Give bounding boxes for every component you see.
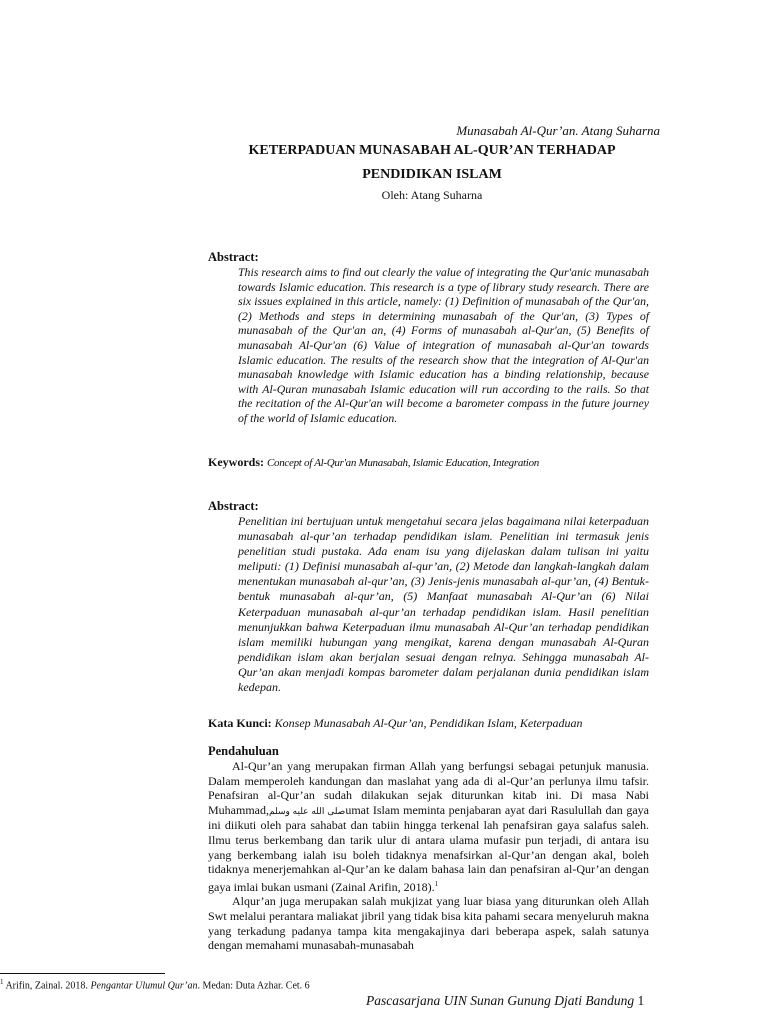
footnote-prefix: Arifin, Zainal. 2018. (3, 980, 91, 992)
abstract-en-heading: Abstract: (208, 250, 259, 264)
abstract-id-text: Penelitian ini bertujuan untuk mengetahui secara jelas bagaimana nilai keterpaduan munasabah al-qur’an terhadap pendidikan islam. Penelitian ini termasuk jenis penelitian studi pustaka. Ada enam isu yang dijelaskan dalam tulisan ini yaitu meliputi: (1) Definisi munasabah al-qur’an, (2) Metode dan langkah-langkah dalam menentukan munasabah al-qur’an, (3) Jenis-jenis munasabah al-qur’an, (4) Bentuk-bentuk munasabah al-qur’an, (5) Manfaat munasabah Al-Qur’an (6) Nilai Keterpaduan munasabah al-qur’an terhadap pendidikan islam. Hasil penelitian menunjukkan bahwa Keterpaduan ilmu munasabah Al-Qur’an terhadap pendidikan islam memiliki hubungan yang mengikat, karena dengan munasabah Al-Quran pendidikan islam akan berjalan sesuai dengan relnya. Sehingga munasabah Al-Qur’an akan menjadi kompas barometer dalam perjalanan dunia pendidikan islam kedepan. (238, 514, 649, 695)
arabic-salutation: صلى الله عليه وسلم (269, 805, 346, 816)
section-heading: Pendahuluan (208, 744, 279, 758)
footnote (0, 978, 310, 991)
footnote-suffix: . Medan: Duta Azhar. Cet. 6 (197, 980, 310, 992)
abstract-id-heading: Abstract: (208, 499, 259, 513)
paragraph-2: Alqur’an juga merupakan salah mukjizat yang luar biasa yang diturunkan oleh Allah Swt melalui perantara maliakat jibril yang tidak bisa kita pahami secara menyeluruh makna yang terkadung padanya tampa kita mengakajinya dari beberapa aspek, salah satunya dengan memahami munasabah-munasabah (208, 894, 649, 953)
keywords-id-label: Kata Kunci: (208, 716, 272, 730)
page-number: 1 (637, 993, 645, 1008)
footer-text: Pascasarjana UIN Sunan Gunung Djati Bandung (366, 993, 638, 1008)
keywords-id-value: Konsep Munasabah Al-Qur’an, Pendidikan Islam, Keterpaduan (274, 716, 583, 730)
page-footer (366, 993, 644, 1009)
title-line-1: KETERPADUAN MUNASABAH AL-QUR’AN TERHADAP (248, 143, 616, 158)
footnote-title: Pengantar Ulumul Qur’an (90, 980, 198, 992)
footnote-ref[interactable]: 1 (434, 879, 439, 888)
footnote-mark: 1 (0, 978, 4, 986)
keywords-en-label: Keywords: (208, 455, 264, 469)
keywords-en (208, 455, 539, 470)
title-line-2: PENDIDIKAN ISLAM (362, 167, 502, 182)
abstract-en-text: This research aims to find out clearly the value of integrating the Qur'anic munasabah towards Islamic education. This research is a type of library study research. There are six issues explained in this article, namely: (1) Definition of munasabah of the Qur'an, (2) Methods and steps in determining munasabah of the Qur'an, (3) Types of munasabah of the Qur'an an, (4) Forms of munasabah al-Qur'an, (5) Benefits of munasabah Al-Qur'an (6) Value of integration of munasabah al-Qur'an towards Islamic education. The results of the research show that the integration of Al-Qur'an munasabah knowledge with Islamic education has a binding relationship, because with Al-Quran munasabah Islamic education will run according to the rails. So that the recitation of the Al-Qur'an will become a barometer compass in the future journey of the world of Islamic education. (238, 265, 649, 425)
paragraph-1-part-b: umat Islam meminta penjabaran ayat dari Rasulullah dan gaya ini diikuti oleh para sahabat dan tabiin hingga terkenal lah penafsiran gaya salafus saleh. Ilmu terus berkembang dan tarik ulur di antara ulama mufasir pun terjadi, di antara isu yang berkembang ialah isu boleh tidaknya menafsirkan al-Qur’an dengan akal, boleh tidaknya menerjemahkan al-Qur’an ke dalam bahasa lain dan penafsiran al-Qur’an dengan gaya imlai bukan usmani (Zainal Arifin, 2018). (208, 802, 650, 894)
paper-title (208, 139, 656, 187)
body-text (208, 759, 649, 953)
footnote-divider (0, 973, 165, 974)
paragraph-1-part-a: Al-Qur’an yang merupakan firman Allah yang berfungsi sebagai petunjuk manusia. Dalam memperoleh kandungan dan maslahat yang ada di al-Qur’an perlunya ilmu tafsir. Penafsiran al-Qur’an sudah dilakukan sejak diturunkan kitab ini. Di masa Nabi Muhammad, (208, 759, 649, 817)
author-line: Oleh: Atang Suharna (381, 188, 483, 202)
keywords-id (208, 716, 583, 731)
paragraph-1 (208, 759, 649, 894)
running-head: Munasabah Al-Qur’an. Atang Suharna (456, 123, 660, 138)
keywords-en-value: Concept of Al-Qur'an Munasabah, Islamic Education, Integration (267, 457, 539, 469)
